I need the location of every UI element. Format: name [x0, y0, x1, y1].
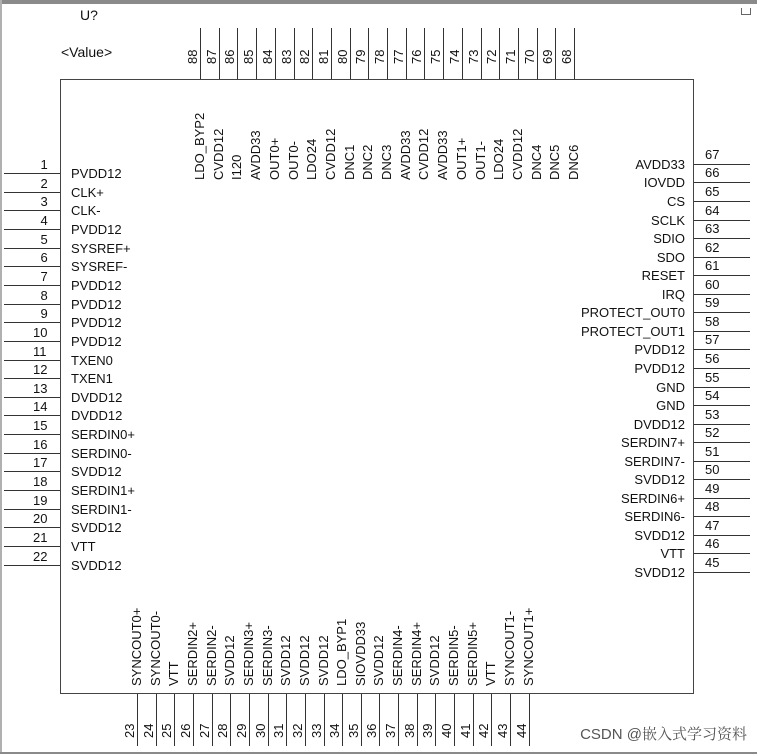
- pin-name: PVDD12: [71, 315, 122, 331]
- pin-number: 87: [203, 49, 219, 64]
- pin-line: [4, 285, 60, 286]
- pin-name: AVDD33: [635, 156, 685, 172]
- pin-name: OUT0+: [266, 137, 282, 180]
- pin-name: PROTECT_OUT1: [580, 323, 685, 339]
- component-body: [60, 79, 694, 694]
- pin-name: SERDIN5+: [464, 622, 480, 686]
- pin-line: [193, 694, 194, 746]
- pin-number: 30: [252, 723, 268, 738]
- pin-number: 23: [122, 723, 137, 738]
- pin-line: [694, 201, 750, 202]
- pin-name: CS: [666, 194, 685, 209]
- corner-mark: [741, 8, 751, 15]
- pin-name: DVDD12: [633, 416, 685, 432]
- pin-line: [4, 527, 60, 528]
- pin-number: 13: [33, 380, 48, 396]
- pin-line: [694, 182, 750, 183]
- pin-number: 71: [502, 49, 518, 64]
- pin-name: DNC4: [528, 144, 544, 180]
- pin-name: AVDD33: [435, 130, 451, 180]
- pin-line: [555, 28, 556, 79]
- pin-name: SYNCOUT1+: [520, 607, 536, 686]
- pin-name: OUT1-: [472, 141, 488, 180]
- pin-name: SERDIN6-: [624, 509, 685, 525]
- pin-number: 11: [33, 343, 47, 359]
- pin-name: LDO_BYP2: [192, 112, 207, 180]
- pin-name: SYNCOUT0-: [147, 610, 163, 686]
- pin-number: 28: [215, 723, 231, 738]
- pin-name: LDO_BYP1: [334, 618, 350, 686]
- pin-number: 83: [278, 49, 294, 64]
- designator-label: U?: [80, 7, 98, 23]
- pin-name: DVDD12: [71, 389, 123, 405]
- pin-line: [137, 694, 138, 746]
- pin-number: 81: [315, 49, 331, 64]
- pin-number: 32: [289, 723, 305, 738]
- pin-name: SVDD12: [634, 472, 685, 488]
- pin-line: [694, 442, 750, 443]
- pin-line: [694, 349, 750, 350]
- pin-number: 10: [33, 324, 48, 340]
- pin-line: [361, 694, 362, 746]
- pin-number: 61: [705, 258, 720, 274]
- pin-name: DNC1: [341, 144, 357, 180]
- pin-number: 42: [476, 723, 492, 738]
- pin-number: 39: [420, 723, 436, 738]
- pin-line: [156, 694, 157, 746]
- pin-number: 58: [705, 313, 720, 329]
- pin-name: SVDD12: [371, 635, 387, 686]
- pin-line: [200, 28, 201, 79]
- pin-number: 29: [233, 723, 249, 738]
- pin-line: [249, 694, 250, 746]
- pin-number: 74: [446, 49, 462, 64]
- pin-number: 34: [327, 723, 343, 738]
- pin-line: [4, 415, 60, 416]
- pin-line: [694, 424, 750, 425]
- pin-number: 70: [521, 49, 537, 64]
- pin-line: [694, 331, 750, 332]
- pin-number: 78: [372, 49, 387, 64]
- pin-line: [499, 28, 500, 79]
- pin-name: SERDIN1+: [71, 483, 135, 499]
- pin-line: [387, 28, 388, 79]
- pin-name: SVDD12: [634, 565, 685, 580]
- pin-name: PVDD12: [71, 333, 122, 349]
- pin-name: SDIO: [653, 231, 685, 247]
- pin-line: [342, 694, 343, 746]
- pin-number: 63: [705, 221, 720, 237]
- pin-number: 62: [705, 239, 720, 255]
- pin-number: 64: [705, 202, 720, 218]
- pin-number: 40: [439, 723, 455, 738]
- pin-name: SERDIN6+: [621, 490, 685, 506]
- pin-name: PVDD12: [71, 221, 122, 237]
- pin-name: SYNCOUT1-: [502, 610, 517, 686]
- pin-name: SYSREF-: [71, 259, 128, 275]
- pin-name: SVDD12: [222, 635, 238, 686]
- pin-name: OUT1+: [453, 137, 469, 180]
- pin-number: 57: [705, 332, 720, 348]
- pin-number: 33: [308, 723, 324, 738]
- pin-line: [694, 553, 750, 554]
- pin-number: 35: [345, 723, 361, 738]
- pin-number: 25: [159, 723, 175, 738]
- pin-line: [694, 238, 750, 239]
- pin-line: [694, 368, 750, 369]
- pin-line: [529, 694, 530, 746]
- pin-line: [435, 694, 436, 746]
- pin-number: 85: [241, 49, 257, 64]
- pin-line: [4, 509, 60, 510]
- pin-line: [4, 322, 60, 323]
- pin-name: LDO24: [491, 138, 507, 180]
- pin-name: DNC5: [547, 144, 563, 180]
- pin-name: PVDD12: [71, 277, 122, 293]
- pin-name: SERDIN2+: [184, 622, 200, 686]
- pin-name: SERDIN1-: [71, 501, 132, 517]
- pin-number: 77: [390, 49, 406, 64]
- pin-line: [398, 694, 399, 746]
- pin-line: [230, 694, 231, 746]
- pin-name: TXEN1: [71, 371, 113, 387]
- pin-number: 18: [33, 474, 48, 490]
- pin-number: 54: [705, 388, 720, 404]
- pin-number: 20: [33, 511, 48, 527]
- pin-line: [4, 490, 60, 491]
- pin-line: [694, 572, 750, 573]
- pin-line: [694, 312, 750, 313]
- pin-name: SYNCOUT0+: [129, 607, 144, 686]
- pin-number: 45: [705, 555, 720, 570]
- pin-number: 31: [271, 723, 287, 738]
- pin-line: [4, 453, 60, 454]
- pin-number: 37: [383, 723, 399, 738]
- pin-line: [694, 516, 750, 517]
- pin-name: SERDIN4-: [390, 625, 406, 686]
- pin-line: [4, 192, 60, 193]
- pin-number: 7: [40, 268, 48, 284]
- pin-name: CVDD12: [322, 128, 338, 180]
- pin-number: 49: [705, 480, 720, 496]
- pin-line: [286, 694, 287, 746]
- pin-number: 1: [40, 157, 48, 172]
- pin-line: [324, 694, 325, 746]
- pin-line: [305, 694, 306, 746]
- pin-line: [379, 694, 380, 746]
- pin-line: [256, 28, 257, 79]
- pin-number: 44: [513, 723, 529, 738]
- pin-number: 26: [177, 723, 193, 738]
- pin-line: [518, 28, 519, 79]
- pin-number: 5: [40, 231, 48, 247]
- pin-number: 16: [33, 436, 48, 452]
- pin-number: 56: [705, 350, 720, 366]
- pin-line: [424, 28, 425, 79]
- pin-name: OUT0-: [285, 141, 301, 180]
- pin-line: [574, 28, 575, 79]
- pin-number: 41: [457, 723, 473, 738]
- pin-name: SVDD12: [427, 635, 443, 686]
- pin-name: IRQ: [661, 286, 685, 302]
- pin-number: 50: [705, 462, 720, 478]
- pin-name: SDO: [656, 249, 685, 265]
- pin-line: [694, 294, 750, 295]
- pin-number: 59: [705, 295, 720, 311]
- pin-number: 15: [33, 418, 48, 434]
- pin-name: DNC2: [360, 144, 376, 180]
- pin-name: RESET: [641, 268, 685, 284]
- pin-line: [4, 378, 60, 379]
- pin-number: 2: [40, 175, 48, 191]
- pin-line: [454, 694, 455, 746]
- pin-number: 12: [33, 362, 48, 378]
- pin-line: [212, 694, 213, 746]
- pin-line: [694, 164, 750, 165]
- pin-number: 6: [40, 250, 48, 266]
- pin-number: 24: [140, 723, 156, 738]
- top-border: [0, 0, 757, 4]
- pin-name: SVDD12: [71, 557, 122, 573]
- pin-number: 75: [428, 49, 444, 64]
- pin-number: 22: [33, 548, 48, 564]
- pin-number: 60: [705, 276, 720, 292]
- pin-name: GND: [656, 398, 685, 414]
- pin-name: GND: [656, 379, 685, 395]
- pin-name: I120: [229, 154, 245, 180]
- pin-name: PVDD12: [71, 166, 122, 181]
- left-border: [0, 0, 2, 754]
- pin-number: 80: [334, 49, 350, 64]
- pin-name: CVDD12: [210, 128, 226, 180]
- pin-line: [4, 397, 60, 398]
- pin-line: [4, 360, 60, 361]
- pin-name: AVDD33: [248, 130, 264, 180]
- pin-line: [443, 28, 444, 79]
- pin-line: [4, 304, 60, 305]
- pin-name: CVDD12: [416, 128, 432, 180]
- pin-line: [694, 387, 750, 388]
- pin-line: [4, 229, 60, 230]
- pin-line: [694, 220, 750, 221]
- pin-name: SCLK: [651, 212, 685, 228]
- pin-name: VTT: [483, 661, 499, 686]
- pin-number: 53: [705, 406, 720, 422]
- pin-name: SVDD12: [634, 527, 685, 543]
- pin-name: SVDD12: [315, 635, 331, 686]
- pin-number: 68: [559, 49, 574, 64]
- pin-name: LDO24: [304, 138, 320, 180]
- pin-number: 84: [259, 49, 275, 64]
- value-label: <Value>: [61, 44, 113, 60]
- pin-number: 82: [297, 49, 313, 64]
- pin-line: [4, 248, 60, 249]
- pin-name: SERDIN4+: [408, 622, 424, 686]
- pin-line: [4, 434, 60, 435]
- pin-number: 14: [33, 399, 48, 415]
- pin-line: [4, 210, 60, 211]
- pin-number: 66: [705, 165, 720, 181]
- pin-number: 4: [40, 212, 48, 228]
- pin-line: [417, 694, 418, 746]
- pin-line: [510, 694, 511, 746]
- pin-name: TXEN0: [71, 352, 113, 368]
- pin-name: PROTECT_OUT0: [580, 305, 685, 321]
- pin-name: SERDIN7+: [621, 435, 685, 451]
- pin-name: IOVDD: [643, 175, 685, 191]
- pin-name: SYSREF+: [71, 240, 131, 256]
- pin-name: CVDD12: [509, 128, 525, 180]
- pin-line: [694, 479, 750, 480]
- pin-line: [368, 28, 369, 79]
- pin-name: SERDIN0+: [71, 427, 135, 443]
- pin-line: [4, 546, 60, 547]
- pin-line: [331, 28, 332, 79]
- pin-line: [174, 694, 175, 746]
- pin-line: [491, 694, 492, 746]
- pin-name: SERDIN3+: [240, 622, 256, 686]
- pin-line: [237, 28, 238, 79]
- pin-line: [4, 173, 60, 174]
- pin-number: 51: [705, 443, 720, 459]
- pin-name: DNC6: [566, 144, 581, 180]
- pin-name: SVDD12: [71, 464, 122, 480]
- pin-line: [312, 28, 313, 79]
- pin-name: PVDD12: [634, 360, 685, 376]
- pin-number: 76: [409, 49, 425, 64]
- pin-number: 52: [705, 425, 720, 441]
- pin-name: PVDD12: [634, 342, 685, 358]
- pin-name: SERDIN3-: [259, 625, 275, 686]
- pin-line: [694, 498, 750, 499]
- pin-number: 21: [33, 530, 48, 545]
- pin-number: 38: [401, 723, 417, 738]
- pin-name: SVDD12: [296, 635, 312, 686]
- watermark: CSDN @嵌入式学习资料: [580, 726, 747, 743]
- pin-number: 19: [33, 492, 48, 508]
- pin-line: [694, 405, 750, 406]
- pin-name: CLK+: [71, 184, 104, 200]
- pin-name: DVDD12: [71, 408, 123, 424]
- pin-line: [4, 266, 60, 267]
- pin-name: SERDIN5-: [446, 625, 462, 686]
- pin-name: CLK-: [71, 203, 101, 219]
- pin-number: 8: [40, 287, 48, 303]
- pin-name: SVDD12: [278, 635, 294, 686]
- pin-line: [694, 535, 750, 536]
- pin-name: SERDIN0-: [71, 445, 132, 461]
- pin-name: PVDD12: [71, 296, 122, 312]
- pin-name: VTT: [71, 539, 96, 554]
- pin-number: 27: [196, 723, 212, 738]
- pin-line: [473, 694, 474, 746]
- pin-number: 88: [185, 49, 200, 64]
- pin-name: SERDIN2-: [203, 625, 219, 686]
- pin-number: 36: [364, 723, 380, 738]
- pin-line: [694, 461, 750, 462]
- pin-number: 17: [33, 455, 48, 471]
- pin-number: 67: [705, 146, 720, 162]
- pin-name: SVDD12: [71, 520, 122, 536]
- pin-number: 9: [40, 306, 48, 322]
- pin-name: VTT: [660, 546, 685, 562]
- pin-name: SIOVDD33: [352, 621, 368, 686]
- pin-number: 48: [705, 499, 720, 515]
- pin-name: SERDIN7-: [624, 453, 685, 469]
- pin-line: [4, 471, 60, 472]
- pin-number: 3: [40, 194, 48, 210]
- pin-number: 86: [222, 49, 238, 64]
- pin-line: [268, 694, 269, 746]
- pin-number: 73: [465, 49, 481, 64]
- pin-number: 72: [484, 49, 500, 64]
- pin-line: [694, 257, 750, 258]
- pin-number: 43: [495, 723, 510, 738]
- pin-number: 69: [540, 49, 556, 64]
- pin-number: 79: [353, 49, 369, 64]
- pin-number: 55: [705, 369, 720, 385]
- pin-name: DNC3: [379, 144, 394, 180]
- pin-number: 46: [705, 536, 720, 552]
- pin-line: [694, 275, 750, 276]
- pin-number: 47: [705, 517, 720, 533]
- pin-name: AVDD33: [397, 130, 413, 180]
- pin-line: [4, 565, 60, 566]
- pin-line: [4, 341, 60, 342]
- pin-number: 65: [705, 184, 720, 199]
- pin-name: VTT: [166, 661, 182, 686]
